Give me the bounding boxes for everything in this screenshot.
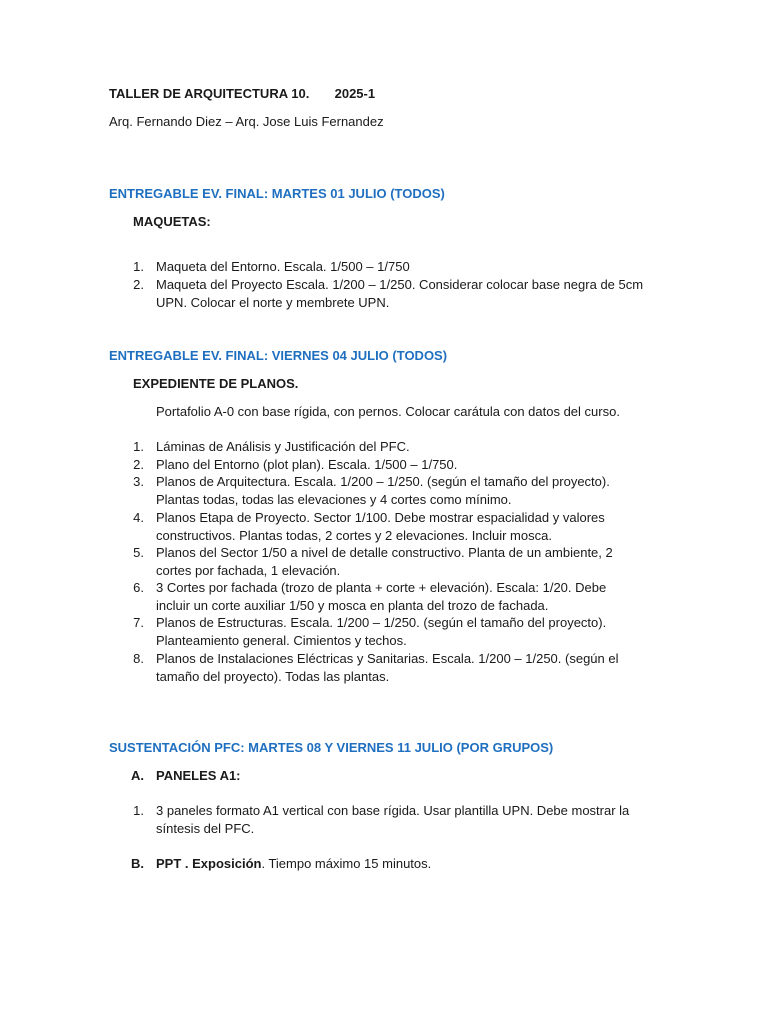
course-authors: Arq. Fernando Diez – Arq. Jose Luis Fernandez (109, 114, 384, 129)
course-term: 2025-1 (334, 86, 376, 101)
list-number: 2. (133, 277, 144, 292)
list-text: Láminas de Análisis y Justificación del PFC. (156, 439, 410, 454)
section-intro: Portafolio A-0 con base rígida, con pernos. Colocar carátula con datos del curso. (156, 404, 620, 419)
course-name: TALLER DE ARQUITECTURA 10. (109, 86, 310, 101)
list-letter: A. (131, 768, 144, 783)
list-number: 1. (133, 259, 144, 274)
presentation-line (156, 855, 431, 873)
list-number: 2. (133, 457, 144, 472)
list-number: 3. (133, 474, 144, 489)
list-text: Maqueta del Entorno. Escala. 1/500 – 1/750 (156, 259, 410, 274)
course-title (109, 85, 375, 103)
list-number: 6. (133, 580, 144, 595)
list-text: Planos de Instalaciones Eléctricas y Sanitarias. Escala. 1/200 – 1/250. (según el tamaño del proyecto). Todas las plantas. (156, 651, 619, 684)
presentation-detail: . Tiempo máximo 15 minutos. (261, 856, 432, 871)
list-text: 3 paneles formato A1 vertical con base rígida. Usar plantilla UPN. Debe mostrar la síntesis del PFC. (156, 803, 630, 836)
list-text: Planos Etapa de Proyecto. Sector 1/100. Debe mostrar espacialidad y valores constructivos. Plantas todas, 2 cortes y 2 elevaciones. Incluir mosca. (156, 510, 605, 543)
section-heading: ENTREGABLE EV. FINAL: VIERNES 04 JULIO (TODOS) (109, 348, 448, 363)
list-number: 1. (133, 803, 144, 818)
list-number: 4. (133, 510, 144, 525)
list-text: Planos del Sector 1/50 a nivel de detalle constructivo. Planta de un ambiente, 2 cortes por fachada, 1 elevación. (156, 545, 613, 578)
list-text: Planos de Arquitectura. Escala. 1/200 – 1/250. (según el tamaño del proyecto). Plantas todas, todas las elevaciones y 4 cortes como mínimo. (156, 474, 610, 507)
section-subheading: EXPEDIENTE DE PLANOS. (133, 376, 299, 391)
list-number: 5. (133, 545, 144, 560)
list-number: 7. (133, 615, 144, 630)
presentation-label: PPT . Exposición (156, 856, 262, 871)
list-text: Plano del Entorno (plot plan). Escala. 1/500 – 1/750. (156, 457, 458, 472)
list-text: 3 Cortes por fachada (trozo de planta + corte + elevación). Escala: 1/20. Debe incluir un corte auxiliar 1/50 y mosca en planta del trozo de fachada. (156, 580, 607, 613)
list-text: Maqueta del Proyecto Escala. 1/200 – 1/250. Considerar colocar base negra de 5cm UPN. Colocar el norte y membrete UPN. (156, 277, 644, 310)
list-number: 8. (133, 651, 144, 666)
section-heading: SUSTENTACIÓN PFC: MARTES 08 Y VIERNES 11 JULIO (POR GRUPOS) (109, 740, 554, 755)
list-letter: B. (131, 856, 144, 871)
list-number: 1. (133, 439, 144, 454)
section-heading: ENTREGABLE EV. FINAL: MARTES 01 JULIO (TODOS) (109, 186, 445, 201)
section-subheading: MAQUETAS: (133, 214, 211, 229)
section-subheading: PANELES A1: (156, 768, 241, 783)
list-text: Planos de Estructuras. Escala. 1/200 – 1/250. (según el tamaño del proyecto). Planteamiento general. Cimientos y techos. (156, 615, 607, 648)
